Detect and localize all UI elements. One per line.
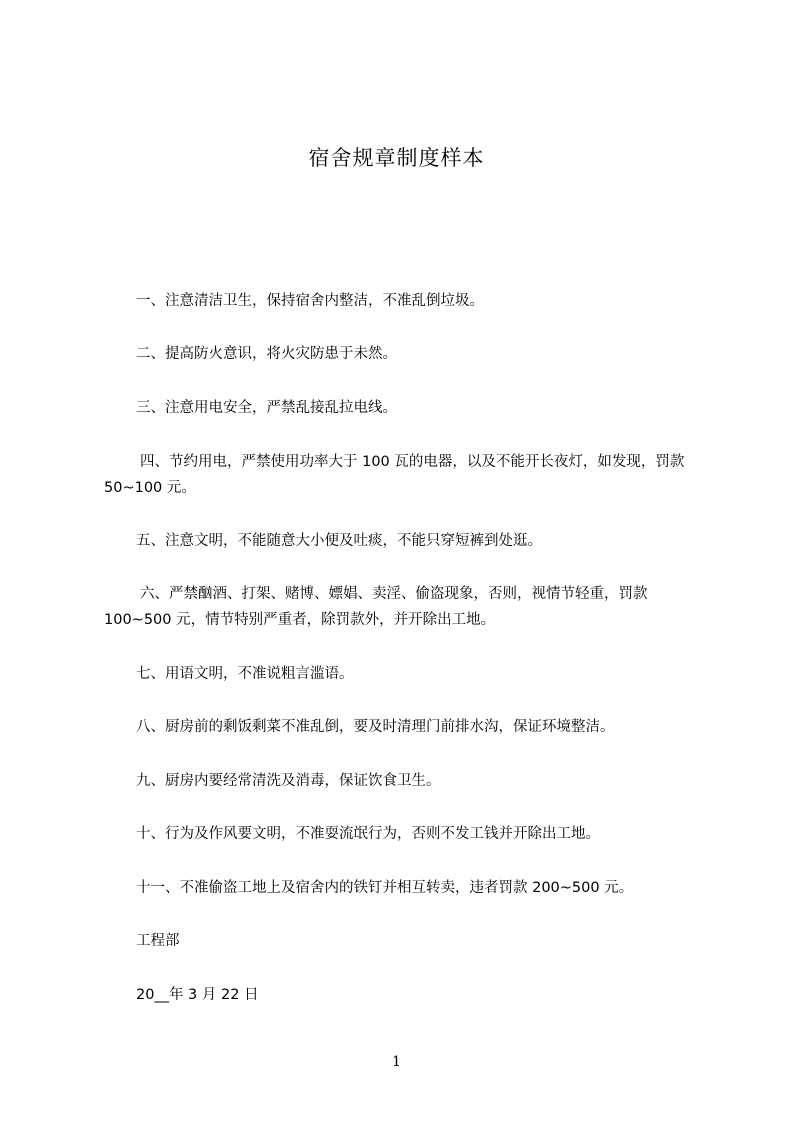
rule-2: 二、提高防火意识，将火灾防患于未然。: [136, 346, 397, 362]
document-date: 20__年 3 月 22 日: [136, 987, 259, 1003]
rule-10: 十、行为及作风要文明，不准耍流氓行为，否则不发工钱并开除出工地。: [136, 826, 600, 842]
rule-9: 九、厨房内要经常清洗及消毒，保证饮食卫生。: [136, 773, 441, 789]
signature: 工程部: [136, 933, 180, 949]
rule-8: 八、厨房前的剩饭剩菜不准乱倒，要及时清理门前排水沟，保证环境整洁。: [136, 719, 615, 735]
rule-1: 一、注意清洁卫生，保持宿舍内整洁，不准乱倒垃圾。: [136, 293, 484, 309]
rule-5: 五、注意文明，不能随意大小便及吐痰，不能只穿短裤到处逛。: [136, 533, 542, 549]
rule-3: 三、注意用电安全，严禁乱接乱拉电线。: [136, 400, 397, 416]
rule-4: 四、节约用电，严禁使用功率大于 100 瓦的电器，以及不能开长夜灯，如发现，罚款 50~100 元。: [104, 454, 690, 496]
rule-6: 六、严禁酗酒、打架、赌博、嫖娼、卖淫、偷盗现象，否则，视情节轻重，罚款 100~500 元，情节特别严重者，除罚款外，并开除出工地。: [104, 586, 653, 628]
rule-7: 七、用语文明，不准说粗言滥语。: [136, 666, 354, 682]
document-title: 宿舍规章制度样本: [308, 146, 485, 170]
page-number: 1: [392, 1054, 401, 1070]
rule-11: 十一、不准偷盗工地上及宿舍内的铁钉并相互转卖，违者罚款 200~500 元。: [136, 880, 634, 896]
